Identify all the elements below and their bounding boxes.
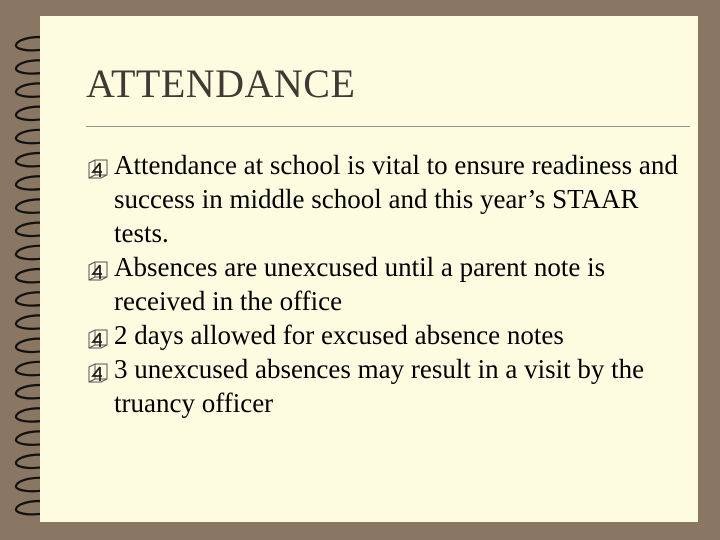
bullet-item	[86, 250, 696, 318]
bullet-item	[86, 148, 696, 250]
bullet-text: 3 unexcused absences may result in a visit by the truancy officer	[114, 354, 645, 418]
numeral-4-box-bullet-icon	[86, 259, 110, 283]
bullet-text: Absences are unexcused until a parent note is received in the office	[114, 252, 606, 316]
notebook-page	[40, 16, 698, 522]
bullet-text: Attendance at school is vital to ensure readiness and success in middle school and this year’s STAAR tests.	[114, 150, 678, 248]
slide-title: ATTENDANCE	[86, 61, 356, 106]
bullet-item	[86, 318, 696, 352]
numeral-4-box-bullet-icon	[86, 327, 110, 351]
bullet-list	[86, 148, 696, 420]
numeral-4-box-bullet-icon	[86, 157, 110, 181]
title-divider	[86, 126, 690, 127]
bullet-text: 2 days allowed for excused absence notes	[114, 320, 564, 350]
bullet-item	[86, 352, 696, 420]
numeral-4-box-bullet-icon	[86, 361, 110, 385]
